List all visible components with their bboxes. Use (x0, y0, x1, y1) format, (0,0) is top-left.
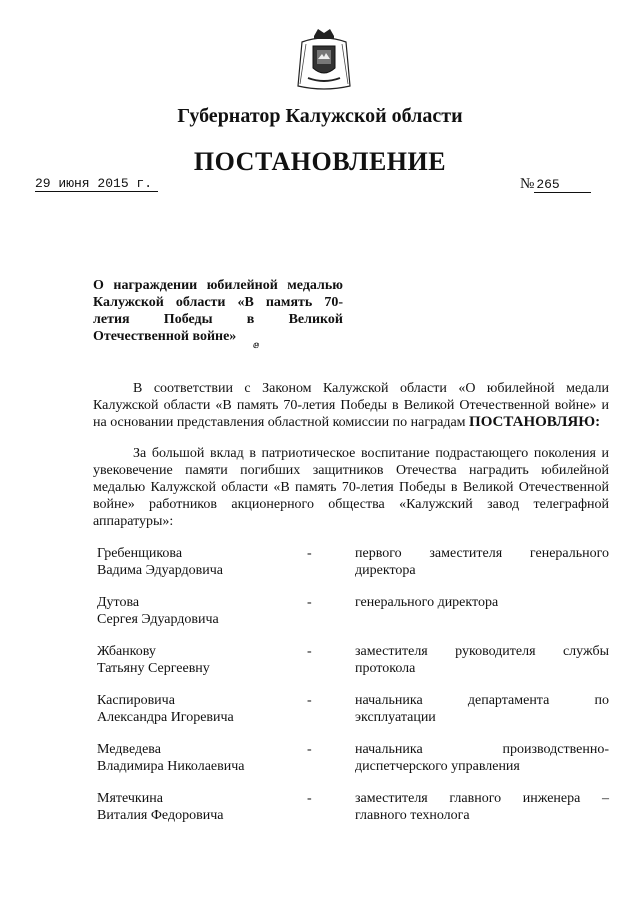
awardee-position: заместителя главного инженера – главного технолога (355, 791, 609, 823)
number-value: 265 (534, 177, 591, 193)
dash: - (307, 546, 312, 561)
awardee-position: первого заместителя генерального директора (355, 546, 609, 578)
document-number (520, 176, 591, 193)
list-item (97, 643, 609, 692)
stray-mark: ⅇ (253, 340, 260, 351)
preamble-paragraph (93, 380, 609, 431)
list-item (97, 741, 609, 790)
preamble-text: В соответствии с Законом Калужской области «О юбилейной медали Калужской области «В память 70-летия Победы в Великой Отечественной войне» и на основании представления областной комиссии по наградам (93, 381, 609, 430)
awardee-position: начальника производственно-диспетчерского управления (355, 742, 609, 774)
awardee-position: начальника департамента по эксплуатации (355, 693, 609, 725)
dash: - (307, 644, 312, 659)
document-subject: О награждении юбилейной медалью Калужской области «В память 70-летия Победы в Великой Отечественной войне» (93, 278, 343, 344)
awardee-name: Жбанкову Татьяну Сергеевну (97, 644, 210, 676)
award-paragraph: За большой вклад в патриотическое воспитание подрастающего поколения и увековечение памяти погибших защитников Отечества наградить юбилейной медалью Калужской области «В память 70-летия Победы в Великой Отечественной войне» работников акционерного общества «Калужский завод телеграфной аппаратуры»: (93, 446, 609, 529)
awardee-name: Дутова Сергея Эдуардовича (97, 595, 219, 627)
dash: - (307, 595, 312, 610)
awardee-name: Гребенщикова Вадима Эдуардовича (97, 546, 223, 578)
dash: - (307, 693, 312, 708)
awardee-list (97, 545, 609, 839)
document-type: ПОСТАНОВЛЕНИЕ (193, 147, 447, 176)
number-label: № (520, 176, 535, 192)
dash: - (307, 791, 312, 806)
awardee-name: Каспировича Александра Игоревича (97, 693, 234, 725)
awardee-position: заместителя руководителя службы протокола (355, 644, 609, 676)
issuer-title: Губернатор Калужской области (177, 105, 463, 127)
decree-word: ПОСТАНОВЛЯЮ: (469, 414, 601, 430)
awardee-position: генерального директора (355, 595, 499, 610)
list-item (97, 692, 609, 741)
document-date: 29 июня 2015 г. (35, 176, 158, 192)
awardee-name: Мятечкина Виталия Федоровича (97, 791, 224, 823)
awardee-name: Медведева Владимира Николаевича (97, 742, 245, 774)
list-item (97, 790, 609, 839)
list-item (97, 594, 609, 643)
coat-of-arms-icon (296, 26, 352, 92)
dash: - (307, 742, 312, 757)
list-item (97, 545, 609, 594)
